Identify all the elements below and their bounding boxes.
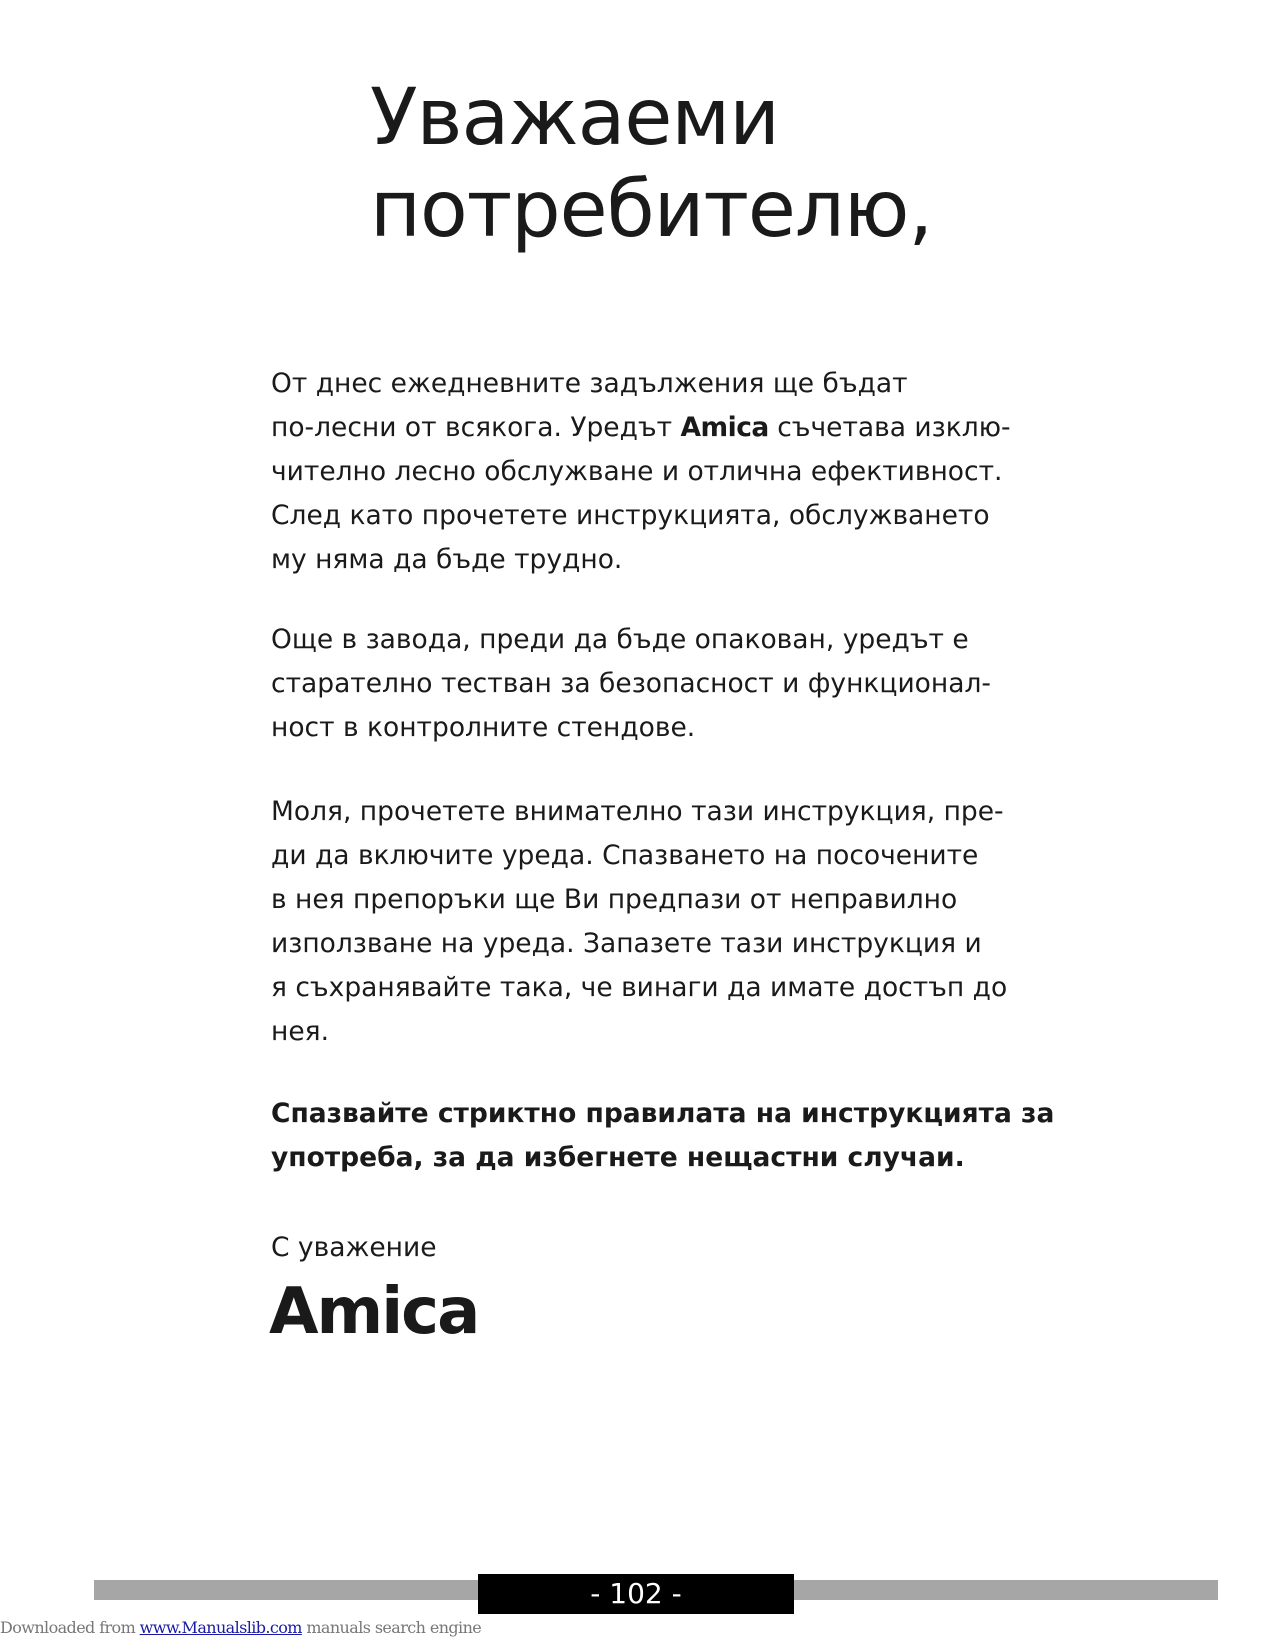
closing-line: С уважение [271, 1232, 437, 1263]
instructions-line-2: ди да включите уреда. Спазването на посочените [271, 840, 979, 871]
intro-line-2-end: съчетава изклю- [768, 412, 1011, 443]
instructions-line-3: в нея препоръки ще Ви предпази от неправилно [271, 884, 958, 915]
testing-line-1: Още в завода, преди да бъде опакован, уредът е [271, 624, 969, 655]
instructions-paragraph [271, 790, 1031, 1054]
warning-line-1: Спазвайте стриктно правилата на инструкцията за [271, 1098, 1055, 1129]
instructions-line-4: използване на уреда. Запазете тази инструкция и [271, 928, 982, 959]
closing-salutation [271, 1226, 1031, 1270]
source-prefix: Downloaded from [0, 1618, 140, 1637]
testing-line-3: ност в контролните стендове. [271, 712, 696, 743]
source-link[interactable]: www.Manualslib.com [139, 1618, 302, 1637]
intro-line-5: му няма да бъде трудно. [271, 544, 623, 575]
page-number: - 102 - [478, 1574, 794, 1614]
testing-line-2: старателно тестван за безопасност и функционал- [271, 668, 991, 699]
safety-warning [271, 1092, 1055, 1180]
source-note [0, 1618, 481, 1637]
source-suffix: manuals search engine [301, 1618, 482, 1637]
intro-line-1: От днес ежедневните задължения ще бъдат [271, 368, 908, 399]
page-title [370, 72, 932, 256]
intro-line-4: След като прочетете инструкцията, обслужването [271, 500, 990, 531]
intro-line-2 [271, 406, 1031, 450]
amica-logo: Amica [269, 1275, 479, 1349]
warning-line-2: употреба, за да избегнете нещастни случаи. [271, 1142, 965, 1173]
intro-line-3: чително лесно обслужване и отлична ефективност. [271, 456, 1003, 487]
title-line-2: потребителю, [370, 165, 933, 255]
title-line-1: Уважаеми [370, 73, 779, 163]
instructions-line-1: Моля, прочетете внимателно тази инструкция, пре- [271, 796, 1004, 827]
instructions-line-6: нея. [271, 1016, 329, 1047]
intro-line-2-start: по-лесни от всякога. Уредът [271, 412, 681, 443]
inline-brand-name: Amica [680, 412, 769, 443]
intro-paragraph [271, 362, 1031, 582]
testing-paragraph [271, 618, 1031, 750]
instructions-line-5: я съхранявайте така, че винаги да имате достъп до [271, 972, 1008, 1003]
